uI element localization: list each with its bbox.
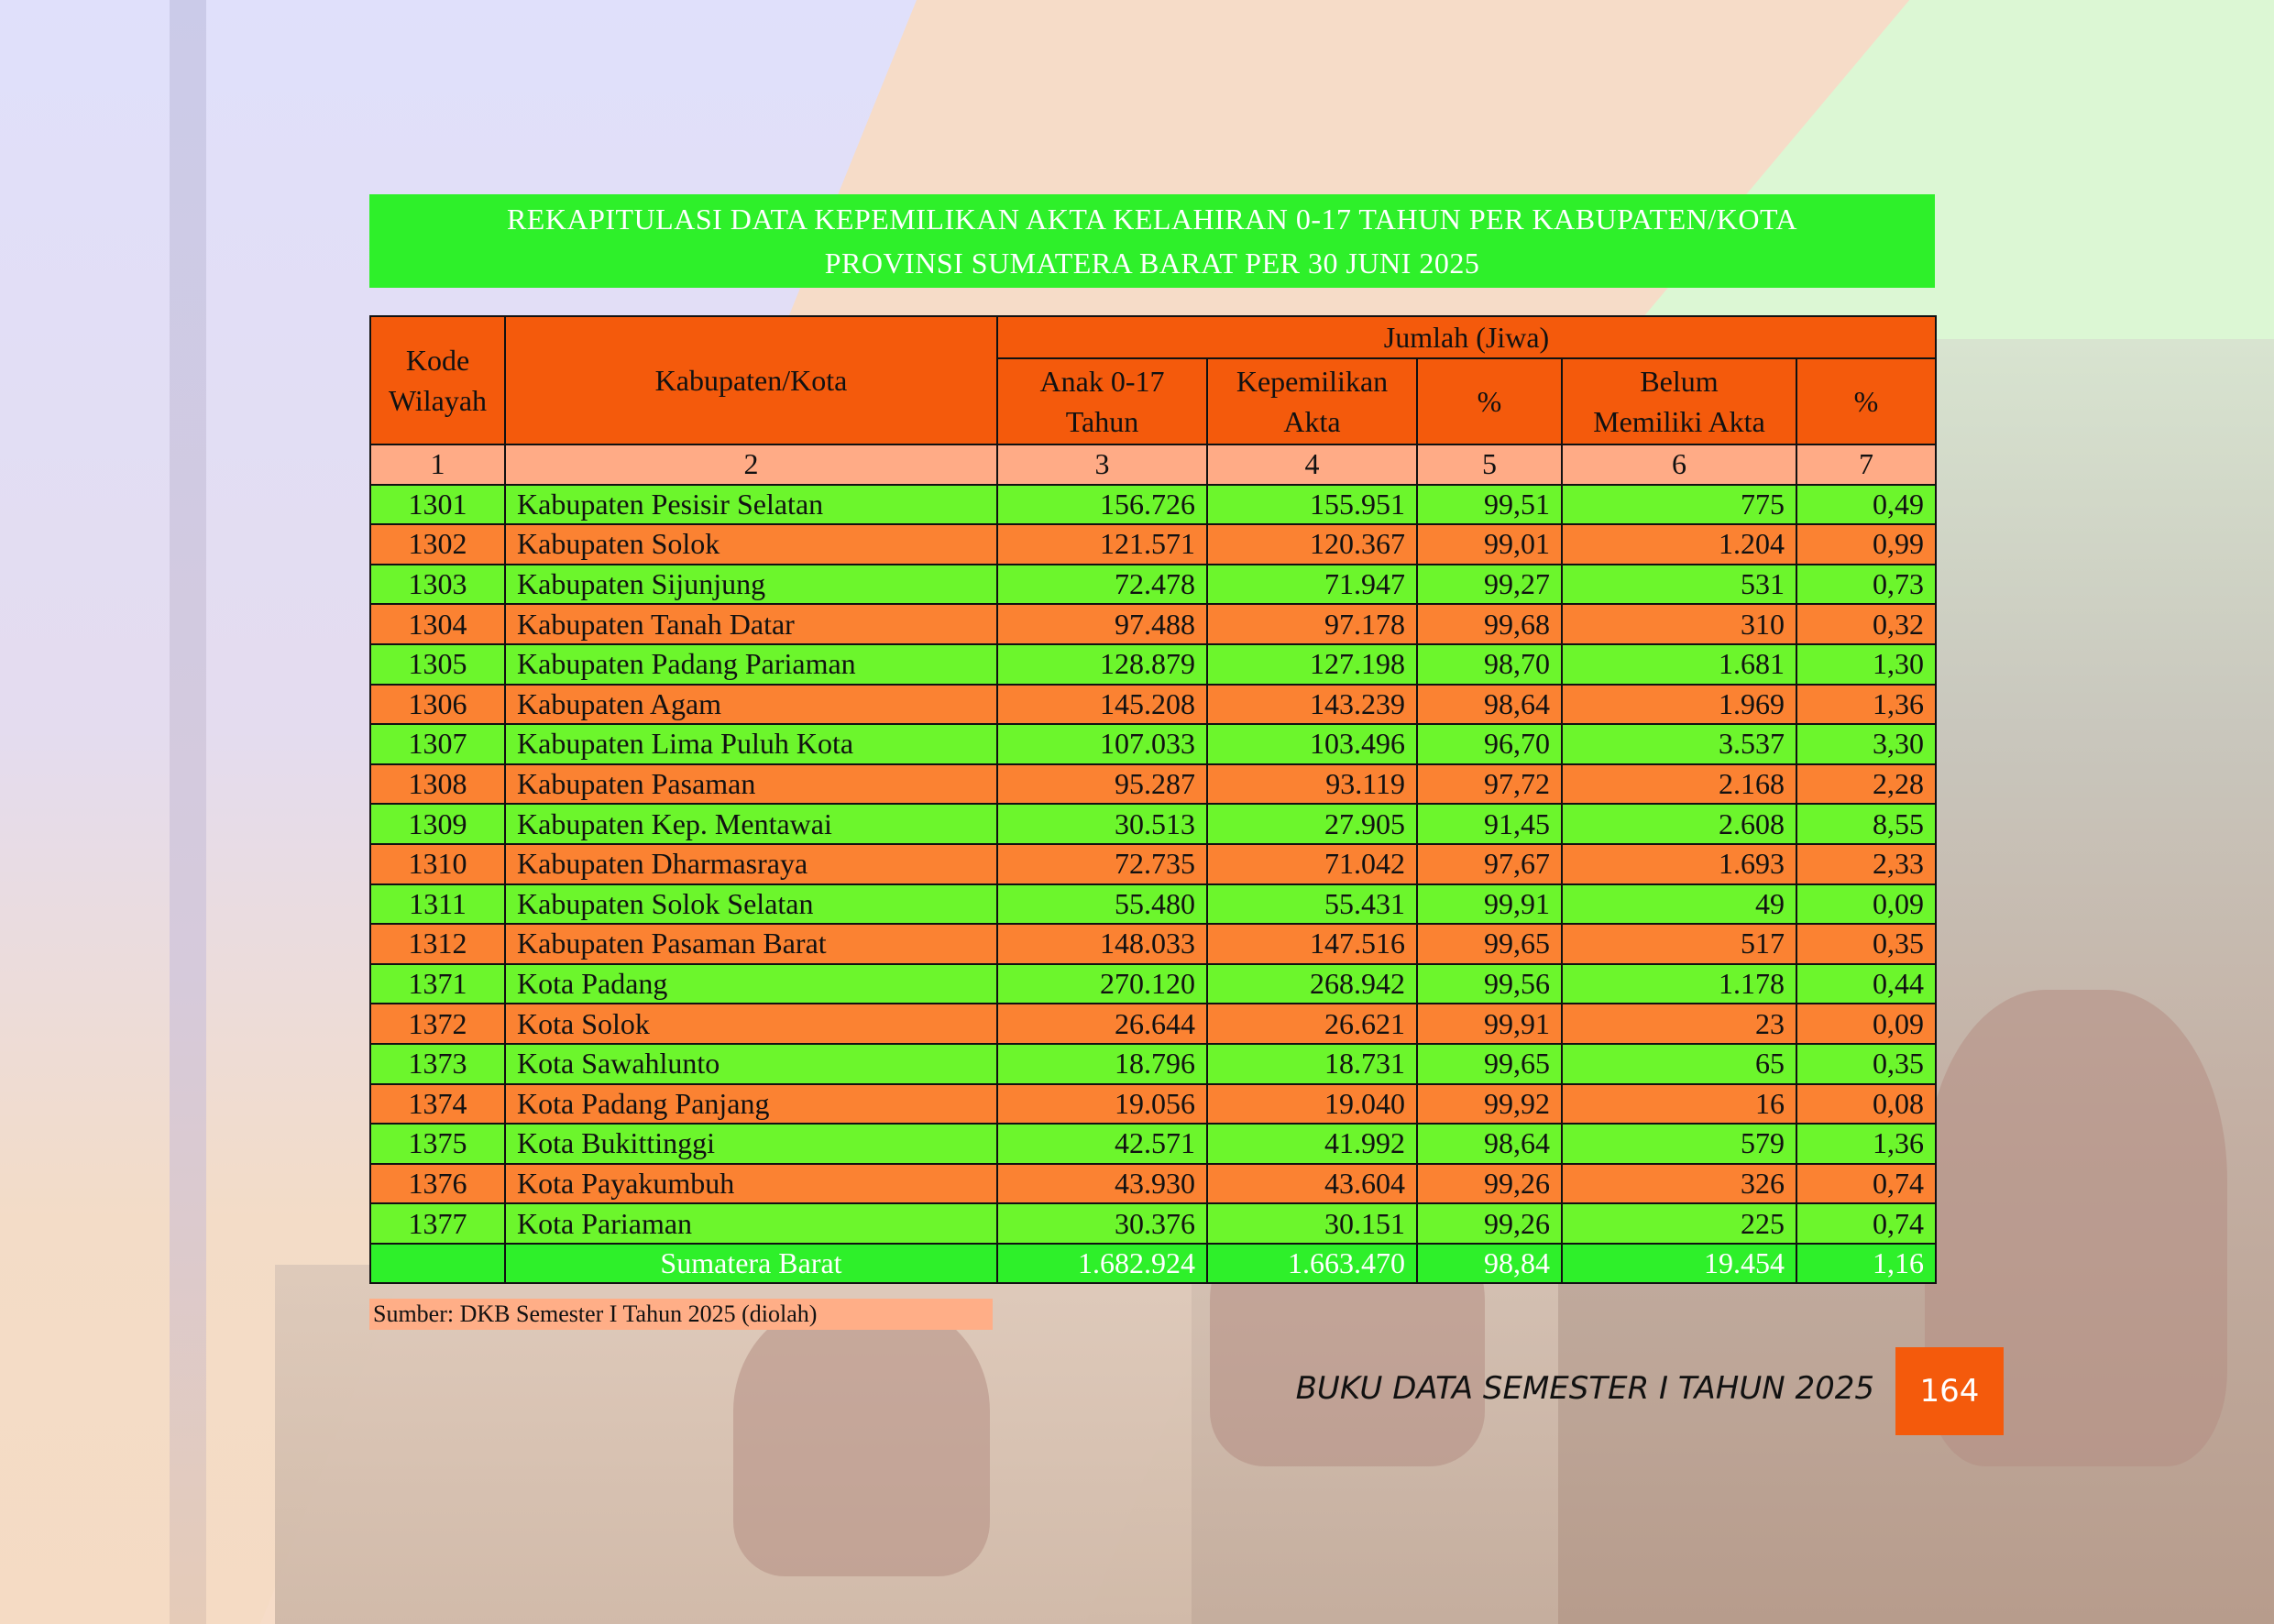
anak-cell: 145.208 (997, 685, 1207, 725)
belum-cell: 2.608 (1562, 804, 1796, 844)
name-cell: Kabupaten Pesisir Selatan (505, 485, 997, 525)
book-title: BUKU DATA SEMESTER I TAHUN 2025 (1295, 1370, 1874, 1407)
column-number: 2 (505, 444, 997, 485)
percent-akta-cell: 98,64 (1417, 1124, 1562, 1164)
akta-cell: 55.431 (1207, 884, 1417, 925)
name-cell: Kabupaten Padang Pariaman (505, 644, 997, 685)
kode-cell: 1309 (370, 804, 505, 844)
belum-cell: 65 (1562, 1044, 1796, 1084)
percent-akta-cell: 99,65 (1417, 924, 1562, 964)
kode-cell: 1304 (370, 604, 505, 644)
table-row (370, 764, 1936, 805)
header-belum-memiliki-akta: Belum Memiliki Akta (1562, 358, 1796, 444)
table-row (370, 884, 1936, 925)
akta-kelahiran-table (369, 315, 1937, 1284)
anak-cell: 121.571 (997, 524, 1207, 565)
header-anak: Anak 0-17 Tahun (997, 358, 1207, 444)
percent-belum-cell: 2,33 (1796, 844, 1936, 884)
percent-belum-cell: 1,36 (1796, 1124, 1936, 1164)
name-cell: Kabupaten Dharmasraya (505, 844, 997, 884)
name-cell: Kabupaten Solok (505, 524, 997, 565)
kode-cell: 1311 (370, 884, 505, 925)
name-cell: Kota Solok (505, 1004, 997, 1044)
kode-cell: 1306 (370, 685, 505, 725)
title-line-2: PROVINSI SUMATERA BARAT PER 30 JUNI 2025 (824, 247, 1480, 280)
total-percent-akta-cell: 98,84 (1417, 1244, 1562, 1284)
akta-cell: 18.731 (1207, 1044, 1417, 1084)
name-cell: Kabupaten Kep. Mentawai (505, 804, 997, 844)
table-row (370, 565, 1936, 605)
percent-akta-cell: 97,67 (1417, 844, 1562, 884)
anak-cell: 128.879 (997, 644, 1207, 685)
source-note: Sumber: DKB Semester I Tahun 2025 (diolah) (369, 1299, 993, 1330)
column-number-row (370, 444, 1936, 485)
akta-cell: 147.516 (1207, 924, 1417, 964)
kode-cell: 1374 (370, 1084, 505, 1125)
column-number: 3 (997, 444, 1207, 485)
percent-belum-cell: 0,09 (1796, 884, 1936, 925)
header-kode-wilayah: Kode Wilayah (370, 316, 505, 444)
percent-akta-cell: 98,70 (1417, 644, 1562, 685)
kode-cell: 1373 (370, 1044, 505, 1084)
table-row (370, 1124, 1936, 1164)
anak-cell: 43.930 (997, 1164, 1207, 1204)
kode-cell: 1375 (370, 1124, 505, 1164)
kode-cell: 1303 (370, 565, 505, 605)
percent-belum-cell: 1,30 (1796, 644, 1936, 685)
anak-cell: 95.287 (997, 764, 1207, 805)
akta-cell: 19.040 (1207, 1084, 1417, 1125)
name-cell: Kota Padang Panjang (505, 1084, 997, 1125)
kode-cell: 1312 (370, 924, 505, 964)
percent-belum-cell: 2,28 (1796, 764, 1936, 805)
percent-belum-cell: 0,74 (1796, 1203, 1936, 1244)
anak-cell: 26.644 (997, 1004, 1207, 1044)
akta-cell: 97.178 (1207, 604, 1417, 644)
belum-cell: 49 (1562, 884, 1796, 925)
akta-cell: 71.042 (1207, 844, 1417, 884)
anak-cell: 97.488 (997, 604, 1207, 644)
column-number: 4 (1207, 444, 1417, 485)
header-kepemilikan-akta: Kepemilikan Akta (1207, 358, 1417, 444)
akta-cell: 41.992 (1207, 1124, 1417, 1164)
belum-cell: 531 (1562, 565, 1796, 605)
kode-cell: 1377 (370, 1203, 505, 1244)
name-cell: Kabupaten Sijunjung (505, 565, 997, 605)
akta-cell: 120.367 (1207, 524, 1417, 565)
belum-cell: 23 (1562, 1004, 1796, 1044)
anak-cell: 148.033 (997, 924, 1207, 964)
anak-cell: 107.033 (997, 724, 1207, 764)
percent-belum-cell: 0,35 (1796, 1044, 1936, 1084)
anak-cell: 19.056 (997, 1084, 1207, 1125)
name-cell: Kota Padang (505, 964, 997, 1004)
percent-akta-cell: 99,56 (1417, 964, 1562, 1004)
belum-cell: 3.537 (1562, 724, 1796, 764)
name-cell: Kabupaten Pasaman (505, 764, 997, 805)
kode-cell: 1371 (370, 964, 505, 1004)
table-row (370, 1164, 1936, 1204)
anak-cell: 270.120 (997, 964, 1207, 1004)
percent-belum-cell: 0,08 (1796, 1084, 1936, 1125)
table-row (370, 1084, 1936, 1125)
belum-cell: 1.178 (1562, 964, 1796, 1004)
percent-akta-cell: 97,72 (1417, 764, 1562, 805)
anak-cell: 72.735 (997, 844, 1207, 884)
percent-akta-cell: 99,92 (1417, 1084, 1562, 1125)
table-row (370, 724, 1936, 764)
total-name-cell: Sumatera Barat (505, 1244, 997, 1284)
akta-cell: 103.496 (1207, 724, 1417, 764)
header-kabupaten-kota: Kabupaten/Kota (505, 316, 997, 444)
percent-akta-cell: 99,91 (1417, 884, 1562, 925)
column-number: 7 (1796, 444, 1936, 485)
percent-belum-cell: 0,73 (1796, 565, 1936, 605)
column-number: 6 (1562, 444, 1796, 485)
percent-akta-cell: 98,64 (1417, 685, 1562, 725)
kode-cell: 1305 (370, 644, 505, 685)
percent-akta-cell: 99,91 (1417, 1004, 1562, 1044)
akta-cell: 155.951 (1207, 485, 1417, 525)
belum-cell: 1.969 (1562, 685, 1796, 725)
table-row (370, 964, 1936, 1004)
total-row (370, 1244, 1936, 1284)
akta-cell: 26.621 (1207, 1004, 1417, 1044)
column-number: 5 (1417, 444, 1562, 485)
anak-cell: 55.480 (997, 884, 1207, 925)
name-cell: Kabupaten Agam (505, 685, 997, 725)
name-cell: Kabupaten Lima Puluh Kota (505, 724, 997, 764)
column-number: 1 (370, 444, 505, 485)
percent-akta-cell: 99,68 (1417, 604, 1562, 644)
akta-cell: 43.604 (1207, 1164, 1417, 1204)
percent-belum-cell: 0,99 (1796, 524, 1936, 565)
percent-belum-cell: 0,35 (1796, 924, 1936, 964)
belum-cell: 225 (1562, 1203, 1796, 1244)
table-row (370, 1004, 1936, 1044)
total-kode-cell (370, 1244, 505, 1284)
total-percent-belum-cell: 1,16 (1796, 1244, 1936, 1284)
name-cell: Kota Bukittinggi (505, 1124, 997, 1164)
table-row (370, 685, 1936, 725)
name-cell: Kabupaten Pasaman Barat (505, 924, 997, 964)
header-percent-belum: % (1796, 358, 1936, 444)
table-row (370, 804, 1936, 844)
percent-akta-cell: 91,45 (1417, 804, 1562, 844)
belum-cell: 579 (1562, 1124, 1796, 1164)
percent-belum-cell: 1,36 (1796, 685, 1936, 725)
name-cell: Kabupaten Solok Selatan (505, 884, 997, 925)
header-jumlah-jiwa: Jumlah (Jiwa) (997, 316, 1936, 358)
percent-akta-cell: 99,51 (1417, 485, 1562, 525)
percent-akta-cell: 99,26 (1417, 1164, 1562, 1204)
table-row (370, 604, 1936, 644)
percent-akta-cell: 99,27 (1417, 565, 1562, 605)
kode-cell: 1302 (370, 524, 505, 565)
name-cell: Kota Pariaman (505, 1203, 997, 1244)
total-belum-cell: 19.454 (1562, 1244, 1796, 1284)
percent-belum-cell: 8,55 (1796, 804, 1936, 844)
kode-cell: 1301 (370, 485, 505, 525)
total-anak-cell: 1.682.924 (997, 1244, 1207, 1284)
percent-akta-cell: 99,01 (1417, 524, 1562, 565)
belum-cell: 775 (1562, 485, 1796, 525)
percent-akta-cell: 99,65 (1417, 1044, 1562, 1084)
kode-cell: 1376 (370, 1164, 505, 1204)
name-cell: Kabupaten Tanah Datar (505, 604, 997, 644)
percent-belum-cell: 0,74 (1796, 1164, 1936, 1204)
anak-cell: 18.796 (997, 1044, 1207, 1084)
page-number: 164 (1895, 1347, 2004, 1435)
belum-cell: 326 (1562, 1164, 1796, 1204)
kode-cell: 1308 (370, 764, 505, 805)
belum-cell: 1.204 (1562, 524, 1796, 565)
percent-belum-cell: 0,32 (1796, 604, 1936, 644)
belum-cell: 1.681 (1562, 644, 1796, 685)
percent-belum-cell: 0,44 (1796, 964, 1936, 1004)
akta-cell: 268.942 (1207, 964, 1417, 1004)
anak-cell: 156.726 (997, 485, 1207, 525)
akta-cell: 30.151 (1207, 1203, 1417, 1244)
akta-cell: 27.905 (1207, 804, 1417, 844)
header-percent-akta: % (1417, 358, 1562, 444)
anak-cell: 72.478 (997, 565, 1207, 605)
table-title (369, 194, 1935, 288)
akta-cell: 127.198 (1207, 644, 1417, 685)
anak-cell: 42.571 (997, 1124, 1207, 1164)
belum-cell: 517 (1562, 924, 1796, 964)
akta-cell: 93.119 (1207, 764, 1417, 805)
kode-cell: 1307 (370, 724, 505, 764)
kode-cell: 1310 (370, 844, 505, 884)
table-row (370, 1203, 1936, 1244)
percent-belum-cell: 0,09 (1796, 1004, 1936, 1044)
anak-cell: 30.513 (997, 804, 1207, 844)
table-row (370, 524, 1936, 565)
percent-belum-cell: 0,49 (1796, 485, 1936, 525)
table-row (370, 924, 1936, 964)
belum-cell: 310 (1562, 604, 1796, 644)
anak-cell: 30.376 (997, 1203, 1207, 1244)
belum-cell: 2.168 (1562, 764, 1796, 805)
percent-akta-cell: 99,26 (1417, 1203, 1562, 1244)
percent-akta-cell: 96,70 (1417, 724, 1562, 764)
percent-belum-cell: 3,30 (1796, 724, 1936, 764)
total-akta-cell: 1.663.470 (1207, 1244, 1417, 1284)
kode-cell: 1372 (370, 1004, 505, 1044)
name-cell: Kota Sawahlunto (505, 1044, 997, 1084)
belum-cell: 1.693 (1562, 844, 1796, 884)
akta-cell: 143.239 (1207, 685, 1417, 725)
akta-cell: 71.947 (1207, 565, 1417, 605)
title-line-1: REKAPITULASI DATA KEPEMILIKAN AKTA KELAHIRAN 0-17 TAHUN PER KABUPATEN/KOTA (506, 203, 1798, 236)
table-row (370, 844, 1936, 884)
belum-cell: 16 (1562, 1084, 1796, 1125)
table-row (370, 1044, 1936, 1084)
table-row (370, 644, 1936, 685)
table-row (370, 485, 1936, 525)
name-cell: Kota Payakumbuh (505, 1164, 997, 1204)
